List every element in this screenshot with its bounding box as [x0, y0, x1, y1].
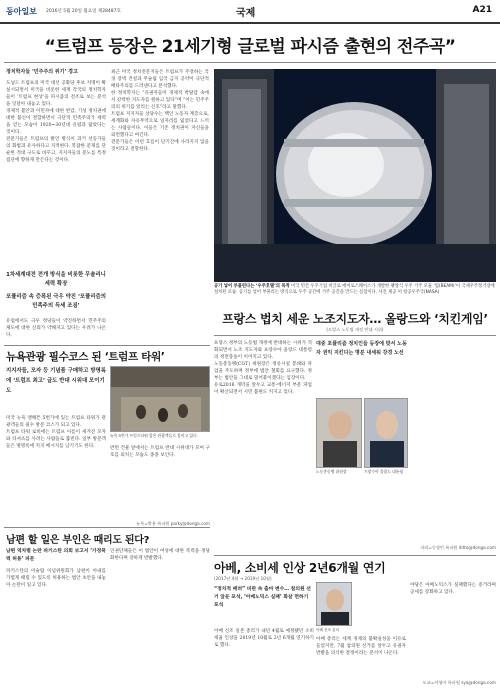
wife-subhead: 남편 역차별 논란 파키스탄 의회 보고서 ‘가정폭력 허용’ 파문: [6, 549, 106, 562]
paragraph: 인권단체들은 이 법안이 여성에 대한 폭력을 정당화한다며 강하게 반발했다.: [110, 549, 210, 561]
paragraph: 반면 건물 앞에서는 트럼프 반대 시위대가 모여 구호를 외치는 모습도 종종 보인다.: [110, 446, 210, 458]
paragraph: 도널드 트럼프의 미국 대선 공화당 후보 지명이 확실시되면서 미국을 비롯한 세계 각국의 정치학자들이 ‘트럼프 현상’을 파시즘의 전조로 보는 분석을 잇달아 내놓고 있다.: [6, 81, 106, 107]
japan-body-col1: [214, 628, 314, 686]
ny-subhead: 지지자들, 모자 등 기념품 구매하고 방명록에 ‘트럼프 최고’ 글도 반대 시위대 모이기도: [6, 368, 106, 394]
japan-body-col3: [410, 582, 496, 678]
abe-caption: 아베 신조 총리: [316, 628, 340, 632]
divider: [4, 62, 496, 63]
abe-portrait: [317, 583, 352, 626]
france-byline: 파리=동정민 특파원 ditto@donga.com: [420, 545, 496, 550]
france-subline: (프랑스 노동법 개정 반대 시위): [326, 327, 384, 332]
wife-headline: 남편 할 일은 부인은 때리도 된다?: [6, 535, 150, 546]
divider: [4, 345, 210, 346]
hollande-caption: 프랑수아 올랑드 대통령: [364, 469, 404, 474]
ny-body-col2: [110, 445, 210, 520]
japan-quote-box: “정치적 배려” 비판 속 출마 변수… 참의원 선거 앞둔 포석, ‘아베노믹스 실패’ 화살 면하기 포석: [214, 587, 311, 608]
france-quote-box: 대중 포퓰리즘 정치인들 등장에 맞서 노동자 권익 지킨다는 명분 내세워 강경 노선: [316, 341, 407, 356]
space-station-photo: [214, 69, 496, 282]
paragraph: 노동총동맹(CGT) 위원장은 정유시설 봉쇄와 파업을 주도하며 정부에 법안 철회를 요구했다. 정부는 법안을 그대로 밀어붙이겠다는 입장이다.: [214, 362, 312, 381]
france-headline: 프랑스 법치 세운 노조지도자… 올랑드와 ‘치킨게임’: [222, 312, 488, 326]
middle-body: [111, 69, 209, 342]
paragraph: 아베 총리는 세계 경제의 불확실성을 이유로 들었지만, 7월 참의원 선거를 앞두고 유권자 반발을 의식한 결정이라는 분석이 나온다.: [316, 637, 406, 656]
paragraph: 아베 신조 일본 총리가 내년 4월로 예정됐던 소비세율 인상을 2019년 10월로 2년 6개월 연기하기로 했다.: [214, 629, 314, 648]
paragraph: 최근 미국 정치전문지들은 트럼프가 주장하는 국경 장벽 건설과 무슬림 입국 금지 공약이 극단적 배타주의를 드러낸다고 분석했다.: [111, 70, 209, 89]
japan-headline: 아베, 소비세 인상 2년6개월 연기: [214, 561, 386, 575]
paragraph: 야당은 아베노믹스가 실패했다는 증거라며 공세를 강화하고 있다.: [410, 583, 496, 595]
lead-subhead-1: 1차세계대전 전개 방식을 비롯한 무솔리니 세력 확장: [6, 272, 106, 287]
hollande-portrait: [365, 399, 408, 468]
newspaper-logo: 동아일보: [6, 7, 37, 16]
banner-headline: “트럼프 등장은 21세기형 글로벌 파시즘 출현의 전주곡”: [44, 37, 456, 57]
paragraph: 프랑스 정부의 노동법 개정에 반대하는 시위가 격화되면서 노조 지도자와 프랑수아 올랑드 대통령의 정면충돌이 이어지고 있다.: [214, 341, 312, 360]
divider: [214, 555, 496, 556]
caption-credit: 사진 제공 미 항공우주국(NASA): [378, 290, 440, 295]
paragraph: 미국 뉴욕 맨해튼 5번가에 있는 트럼프 타워가 관광객들의 필수 방문 코스가 되고 있다.: [6, 416, 106, 428]
divider: [4, 527, 210, 528]
wife-body-col2: [110, 548, 210, 686]
page-number: A21: [472, 5, 492, 15]
japan-byline: 도쿄=서영아 특파원 sya@donga.com: [422, 680, 496, 685]
ny-body-col1: [6, 415, 106, 519]
paragraph: 한 정치학자는 “유권자들이 경제적 박탈감 속에서 강력한 지도자를 원하고 있다”며 “이는 민주주의의 위기를 알리는 신호”라고 말했다.: [111, 91, 209, 110]
paragraph: 트럼프 타워 로비에는 트럼프 이름이 새겨진 모자와 티셔츠를 사려는 사람들로 붐빈다. 일부 방문객들은 방명록에 지지 메시지를 남기기도 한다.: [6, 430, 106, 449]
divider: [214, 335, 496, 336]
masthead: [0, 0, 500, 24]
photo-caption: [214, 284, 496, 306]
trump-tower-image: [111, 367, 210, 432]
union-leader-portrait: [317, 399, 362, 468]
lead-body-col1b: [6, 318, 106, 342]
paragraph: 경제적 불안과 이민자에 대한 반감, 기성 정치권에 대한 불신이 결합하면서 극단적 민족주의가 세력을 얻는 모습이 1920~30년대 유럽과 닮았다는 것이다.: [6, 109, 106, 135]
paragraph: 전문가들은 트럼프의 발언 방식이 과거 선동가들의 화법과 유사하다고 지적한다. 복잡한 문제를 단순한 적대 구도로 바꾸고, 지지자들의 분노를 특정 집단에 향하게 만든다는 것이다.: [6, 137, 106, 163]
france-body-col3: [412, 340, 496, 552]
union-leader-caption: 노동총동맹 위원장: [316, 469, 347, 474]
japan-body-col2: [316, 636, 406, 686]
trump-tower-photo: [110, 366, 210, 432]
paragraph: 파키스탄의 이슬람 이념위원회가 남편이 아내를 가볍게 때릴 수 있도록 허용하는 법안 초안을 내놓아 논란이 일고 있다.: [6, 569, 106, 588]
caption-body: 미국 민간 우주기업 비글로 에어로스페이스가 개발한 팽창식 우주 거주 모듈 ‘빔(BEAM)’이 국제우주정거장에 설치된 모습. 공기를 넣어 부풀리는 방식으로 우주 공간에 거주 공간을 만드는 실험이다.: [214, 284, 495, 295]
paragraph: 유럽에서도 극우 정당들이 약진하면서 민주주의 제도에 대한 신뢰가 약해지고 있다는 우려가 나온다.: [6, 319, 106, 338]
trump-tower-caption: 뉴욕 5번가 트럼프타워 앞은 관광객들로 붐비고 있다.: [110, 433, 198, 438]
france-photo-union-leader: [316, 398, 362, 468]
abe-photo: [316, 582, 352, 626]
wife-body-col1: [6, 568, 106, 686]
space-station-image: [214, 69, 496, 282]
lead-subhead-2: 포퓰리즘 속 증폭된 극우 약진 ‘포퓰리즘의 민족주의 득세 조짐’: [6, 294, 106, 309]
ny-byline: 뉴욕=박용 특파원 parky@donga.com: [136, 521, 210, 526]
paragraph: 전문가들은 이런 흐름이 단기간에 사라지지 않을 것이라고 전망한다.: [111, 140, 209, 152]
section-title: 국제: [236, 8, 256, 19]
france-body-col1: [214, 340, 312, 552]
caption-title: 공기 넣어 부풀린다는 ‘우주호텔’의 목적: [214, 284, 290, 289]
france-photo-hollande: [364, 398, 408, 468]
japan-subline: (2017년 4월 → 2019년 10월): [214, 576, 272, 581]
ny-headline: 뉴욕관광 필수코스 된 ‘트럼프 타워’: [6, 351, 165, 363]
lead-body-col1: [6, 80, 106, 270]
paragraph: 트럼프 지지자들 상당수는 백인 노동자 계층으로, 세계화와 자유무역으로 일자리를 잃었다고 느끼는 사람들이다. 이들은 기존 정치권이 자신들을 외면했다고 여긴다.: [111, 112, 209, 138]
dateline: 2016년 5월 20일 월요일 제28487호: [46, 9, 121, 14]
paragraph: 유로2016 개막을 앞두고 교통·에너지 부문 파업이 확산되면서 시민 불편도 커지고 있다.: [214, 383, 312, 395]
lead-kicker: 정치학자들 ‘민주주의 위기’ 경고: [6, 69, 78, 75]
